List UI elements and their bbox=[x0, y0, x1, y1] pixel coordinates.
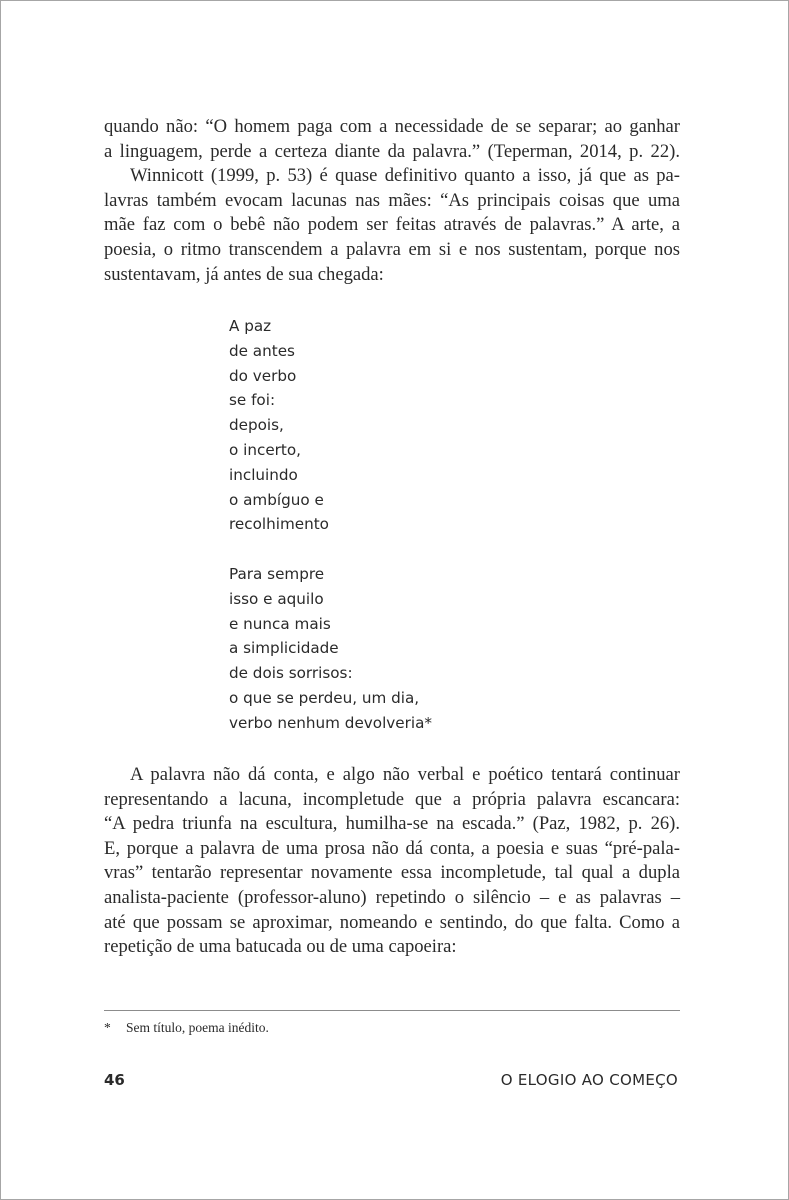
footnote bbox=[104, 1019, 269, 1037]
poem-verse: verbo nenhum devolveria* bbox=[229, 713, 432, 732]
paragraph-block-top bbox=[104, 115, 680, 287]
poem-verse: de dois sorrisos: bbox=[229, 664, 353, 683]
poem-stanza-2 bbox=[229, 562, 432, 736]
poem bbox=[229, 314, 432, 760]
text-line: “A pedra triunfa na escultura, humilha-se na escada.” (Paz, 1982, p. 26). bbox=[104, 813, 680, 835]
text-line: lavras também evocam lacunas nas mães: “As principais coisas que uma bbox=[104, 189, 680, 211]
paragraph-block-bottom bbox=[104, 763, 680, 960]
text-line-indented: A palavra não dá conta, e algo não verbal e poético tentará continuar bbox=[130, 764, 680, 785]
poem-verse: o incerto, bbox=[229, 440, 301, 459]
poem-verse: o que se perdeu, um dia, bbox=[229, 688, 420, 707]
poem-verse: recolhimento bbox=[229, 515, 329, 534]
footnote-mark: * bbox=[104, 1020, 111, 1035]
text-line-indented: Winnicott (1999, p. 53) é quase definitivo quanto a isso, já que as pa- bbox=[130, 165, 680, 187]
poem-verse: isso e aquilo bbox=[229, 589, 324, 608]
text-line: até que possam se aproximar, nomeando e sentindo, do que falta. Como a bbox=[104, 911, 680, 933]
page-number: 46 bbox=[104, 1071, 125, 1089]
text-line: quando não: “O homem paga com a necessidade de se separar; ao ganhar bbox=[104, 116, 680, 137]
text-line: E, porque a palavra de uma prosa não dá conta, a poesia e suas “pré-pala- bbox=[104, 837, 680, 859]
text-line: repetição de uma batucada ou de uma capoeira: bbox=[104, 936, 457, 958]
running-head: O ELOGIO AO COMEÇO bbox=[500, 1071, 678, 1089]
poem-verse: a simplicidade bbox=[229, 639, 339, 658]
text-line: poesia, o ritmo transcendem a palavra em si e nos sustentam, porque nos bbox=[104, 238, 680, 260]
footnote-divider bbox=[104, 1010, 680, 1011]
text-line: a linguagem, perde a certeza diante da palavra.” (Teperman, 2014, p. 22). bbox=[104, 140, 680, 162]
poem-verse: se foi: bbox=[229, 391, 276, 410]
poem-verse: depois, bbox=[229, 416, 284, 435]
text-line: analista-paciente (professor-aluno) repetindo o silêncio – e as palavras – bbox=[104, 886, 680, 908]
poem-verse: de antes bbox=[229, 341, 295, 360]
text-line: sustentavam, já antes de sua chegada: bbox=[104, 263, 384, 285]
footnote-text: Sem título, poema inédito. bbox=[126, 1020, 269, 1035]
poem-verse: e nunca mais bbox=[229, 614, 331, 633]
poem-verse: incluindo bbox=[229, 465, 298, 484]
text-line: representando a lacuna, incompletude que a própria palavra escancara: bbox=[104, 788, 680, 810]
poem-verse: o ambíguo e bbox=[229, 490, 324, 509]
poem-verse: A paz bbox=[229, 317, 272, 335]
poem-verse: Para sempre bbox=[229, 564, 325, 583]
text-line: vras” tentarão representar novamente essa incompletude, tal qual a dupla bbox=[104, 862, 680, 884]
poem-verse: do verbo bbox=[229, 366, 297, 385]
text-line: mãe faz com o bebê não podem ser feitas através de palavras.” A arte, a bbox=[104, 214, 680, 236]
poem-stanza-1 bbox=[229, 314, 432, 537]
